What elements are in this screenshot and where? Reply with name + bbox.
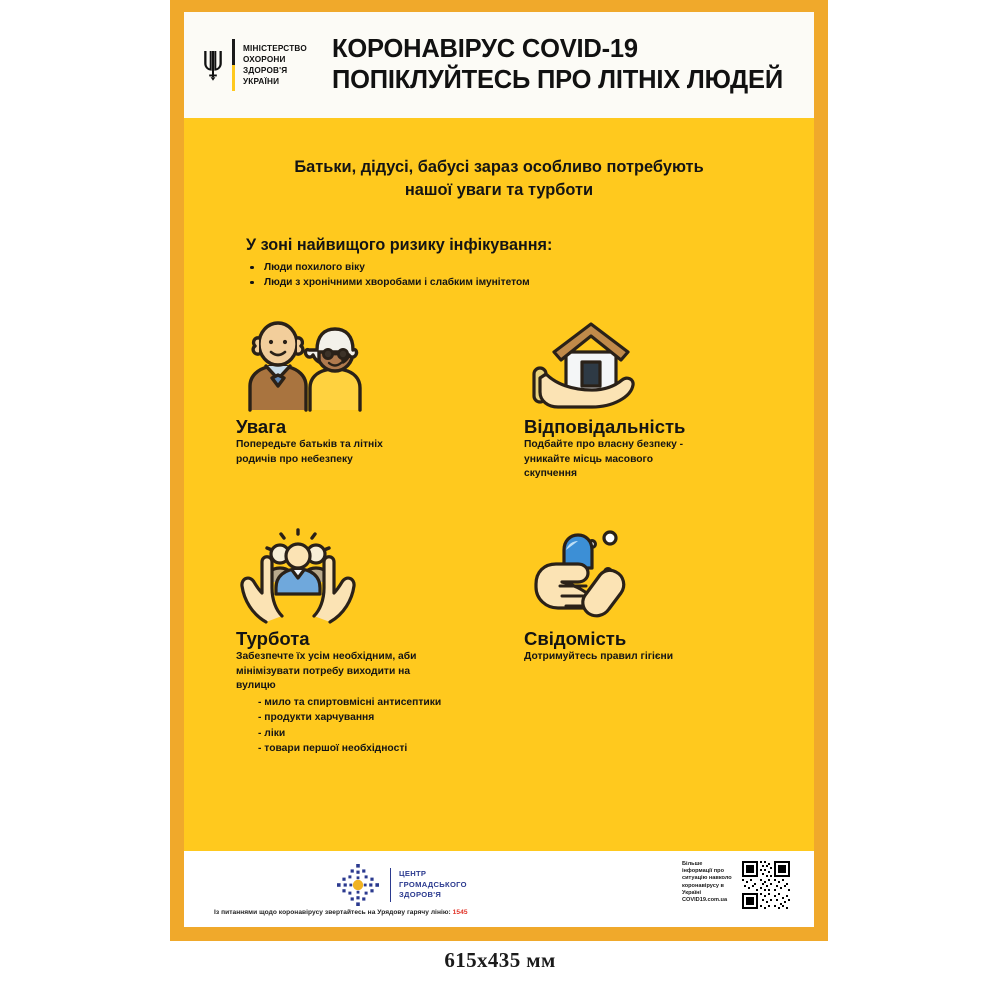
card-svidomist: [524, 528, 784, 665]
public-health-center-sun-icon: [334, 861, 382, 909]
card-line: Подбайте про власну безпеку -: [524, 439, 684, 450]
card-line: мінімізувати потребу виходити на: [236, 665, 411, 677]
cphz-line-2: ГРОМАДСЬКОГО: [399, 879, 467, 889]
bullet-dot-icon: [250, 281, 254, 285]
ministry-name: [243, 43, 307, 88]
ministry-of-health-logo: [200, 39, 318, 91]
card-description: [236, 650, 516, 694]
image-caption: 615x435 мм: [444, 948, 556, 972]
bullet-dot-icon: [250, 266, 254, 270]
public-health-center-logo: [334, 861, 467, 909]
card-line: Дотримуйтесь правил гігієни: [524, 651, 674, 662]
supplies-list-item: - ліки: [258, 727, 286, 739]
risk-item-label: Люди з хронічними хворобами і слабким імунітетом: [264, 277, 530, 288]
risk-group-title: У зоні найвищого ризику інфікування:: [246, 236, 553, 254]
risk-group-block: [246, 236, 766, 290]
hotline-label: Із питаннями щодо коронавірусу звертайтесь на Урядову гарячу лінію:: [214, 909, 453, 916]
supplies-list-item: - продукти харчування: [258, 712, 375, 724]
card-description: [524, 650, 784, 665]
card-line: уникайте місць масового: [524, 453, 653, 465]
ministry-line-2: ОХОРОНИ: [243, 54, 286, 64]
cphz-line-1: ЦЕНТР: [399, 869, 427, 879]
card-turbota: [236, 528, 516, 757]
poster-footer: [184, 851, 814, 927]
hand-holding-house-icon: [524, 316, 784, 412]
qr-line: коронавірусу в: [682, 882, 724, 889]
card-description: [524, 438, 784, 482]
ministry-line-3: ЗДОРОВ'Я: [243, 66, 288, 75]
poster-frame: [170, 0, 828, 941]
poster-canvas: [184, 12, 814, 927]
risk-item-label: Люди похилого віку: [264, 262, 365, 273]
risk-item: [246, 260, 766, 275]
card-title: Свідомість: [524, 628, 627, 649]
card-title: Увага: [236, 416, 287, 437]
ministry-line-1: МІНІСТЕРСТВО: [243, 43, 307, 53]
elderly-couple-icon: [236, 316, 486, 412]
hotline-number: 1545: [452, 909, 468, 916]
title-line-2: ПОПІКЛУЙТЕСЬ ПРО ЛІТНІХ ЛЮДЕЙ: [332, 66, 783, 94]
qr-info-block: [682, 859, 792, 911]
card-line: родичів про небезпеку: [236, 453, 353, 465]
ukraine-trident-icon: [200, 45, 226, 85]
qr-code-icon[interactable]: [740, 859, 792, 911]
hotline-text: [214, 909, 468, 916]
card-uvaga: [236, 316, 486, 467]
card-line: скупчення: [524, 468, 577, 480]
qr-line: Більше: [682, 861, 703, 867]
intro-line-1: Батьки, дідусі, бабусі зараз особливо потребують: [294, 158, 704, 176]
hand-washing-icon: [524, 528, 784, 624]
card-title: Турбота: [236, 628, 310, 649]
card-title: Відповідальність: [524, 416, 686, 437]
card-description: [236, 438, 486, 467]
supplies-list-item: - мило та спиртовмісні антисептики: [258, 696, 442, 708]
qr-line: Україні: [682, 889, 702, 896]
supplies-list-item: - товари першої необхідності: [258, 743, 408, 755]
poster-body: [184, 118, 814, 851]
card-line: вулицю: [236, 680, 276, 692]
cphz-name: [399, 869, 467, 901]
intro-line-2: нашої уваги та турботи: [404, 181, 594, 199]
ministry-line-4: УКРАЇНИ: [243, 77, 280, 87]
qr-description: [682, 861, 734, 904]
qr-url: COVID19.com.ua: [682, 897, 728, 904]
poster-header: [184, 12, 814, 118]
hands-caring-people-icon: [236, 528, 516, 624]
title-line-1: КОРОНАВІРУС COVID-19: [332, 35, 638, 63]
supplies-list: [236, 695, 516, 757]
cphz-line-3: ЗДОРОВ'Я: [399, 890, 442, 900]
risk-item: [246, 275, 766, 290]
card-vidpovidalnist: [524, 316, 784, 482]
logo-divider: [232, 39, 235, 91]
qr-line: ситуацію навколо: [682, 875, 732, 882]
intro-text: [222, 156, 776, 202]
qr-line: інформації про: [682, 868, 725, 875]
card-line: Забезпечте їх усім необхідним, аби: [236, 651, 417, 662]
card-line: Попередьте батьків та літніх: [236, 439, 383, 450]
page-title: [332, 34, 783, 96]
cphz-logo-divider: [390, 868, 391, 902]
